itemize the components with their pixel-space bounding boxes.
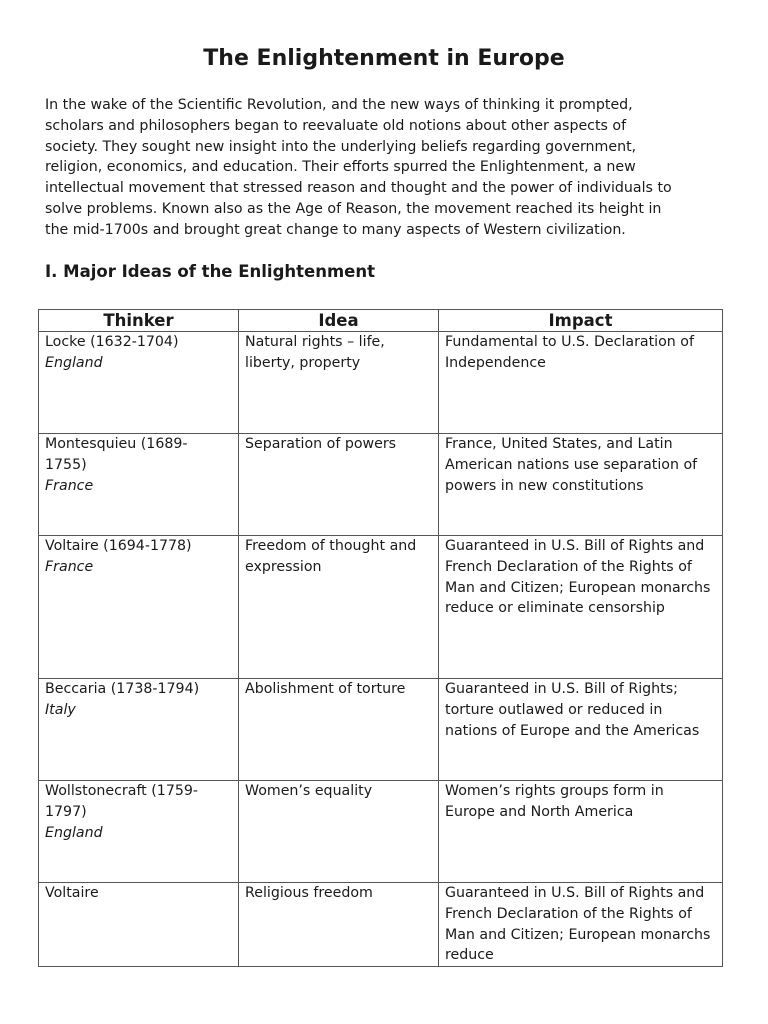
header-impact: Impact	[439, 310, 723, 332]
table-row	[39, 883, 723, 967]
table-row	[39, 679, 723, 781]
impact-cell: Women’s rights groups form in Europe and North America	[439, 781, 723, 883]
idea-cell: Women’s equality	[239, 781, 439, 883]
thinker-name: Voltaire	[45, 885, 99, 901]
thinker-cell	[39, 679, 239, 781]
idea-cell: Separation of powers	[239, 434, 439, 536]
table-row	[39, 781, 723, 883]
thinker-country: England	[45, 824, 103, 841]
section-heading: I. Major Ideas of the Enlightenment	[45, 262, 375, 281]
thinker-country: England	[45, 354, 103, 371]
thinker-name: Voltaire (1694-1778)	[45, 538, 192, 554]
idea-cell: Freedom of thought and expression	[239, 536, 439, 679]
impact-cell: Guaranteed in U.S. Bill of Rights and French Declaration of the Rights of Man and Citizen; European monarchs reduce	[439, 883, 723, 967]
header-idea: Idea	[239, 310, 439, 332]
thinker-name: Locke (1632-1704)	[45, 334, 179, 350]
table-row	[39, 332, 723, 434]
table-row	[39, 536, 723, 679]
enlightenment-ideas-table	[38, 309, 723, 967]
page-title: The Enlightenment in Europe	[203, 46, 565, 71]
header-thinker: Thinker	[39, 310, 239, 332]
thinker-name: Beccaria (1738-1794)	[45, 681, 200, 697]
impact-cell: Guaranteed in U.S. Bill of Rights and French Declaration of the Rights of Man and Citizen; European monarchs reduce or eliminate censorship	[439, 536, 723, 679]
table-header-row	[39, 310, 723, 332]
idea-cell: Religious freedom	[239, 883, 439, 967]
thinker-name: Wollstonecraft (1759- 1797)	[45, 783, 199, 820]
intro-paragraph: In the wake of the Scientific Revolution, and the new ways of thinking it prompted, scholars and philosophers began to reevaluate old notions about other aspects of society. They sought new insight into the underlying beliefs regarding government, religion, economics, and education. Their efforts spurred the Enlightenment, a new intellectual movement that stressed reason and thought and the power of individuals to solve problems. Known also as the Age of Reason, the movement reached its height in the mid-1700s and brought great change to many aspects of Western civilization.	[45, 97, 672, 238]
thinker-cell	[39, 781, 239, 883]
thinker-cell	[39, 434, 239, 536]
idea-cell: Natural rights – life, liberty, property	[239, 332, 439, 434]
impact-cell: France, United States, and Latin American nations use separation of powers in new constitutions	[439, 434, 723, 536]
thinker-cell	[39, 536, 239, 679]
thinker-country: Italy	[45, 701, 76, 718]
thinker-country: France	[45, 558, 94, 575]
idea-cell: Abolishment of torture	[239, 679, 439, 781]
thinker-cell	[39, 883, 239, 967]
impact-cell: Fundamental to U.S. Declaration of Independence	[439, 332, 723, 434]
table-row	[39, 434, 723, 536]
thinker-country: France	[45, 477, 94, 494]
thinker-cell	[39, 332, 239, 434]
thinker-name: Montesquieu (1689- 1755)	[45, 436, 188, 473]
impact-cell: Guaranteed in U.S. Bill of Rights; torture outlawed or reduced in nations of Europe and the Americas	[439, 679, 723, 781]
